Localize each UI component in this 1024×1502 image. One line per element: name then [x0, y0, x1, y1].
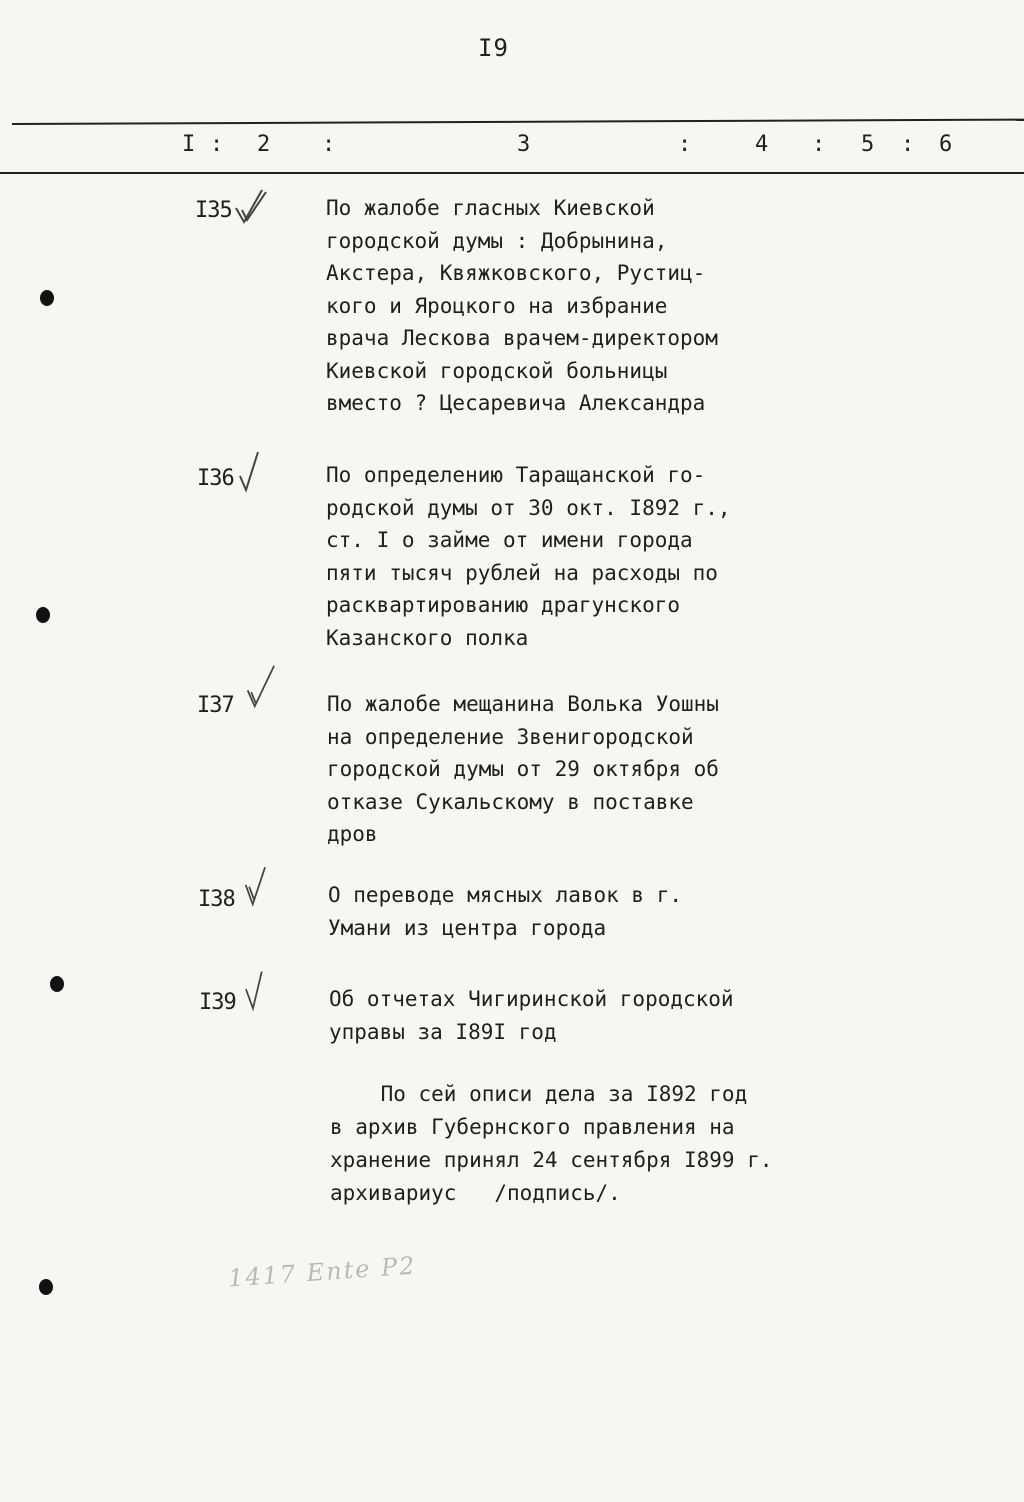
column-separator-1: :: [210, 132, 224, 157]
column-separator-4: :: [812, 132, 826, 157]
pencil-annotation: 1417 Ente P2: [227, 1251, 418, 1293]
column-header-1: I: [182, 132, 196, 157]
column-header-5: 5: [861, 132, 875, 157]
punch-hole-icon: [39, 1279, 53, 1295]
punch-hole-icon: [50, 976, 64, 992]
archive-acceptance-note: По сей описи дела за I892 год в архив Губернского правления на хранение принял 24 сентября I899 г. архивариус /подпись/.: [330, 1082, 773, 1205]
punch-hole-icon: [40, 290, 54, 306]
checkmark-icon: [232, 188, 272, 232]
checkmark-icon: [240, 664, 280, 708]
column-separator-5: :: [901, 132, 915, 157]
column-separator-3: :: [678, 132, 692, 157]
entry-number: I37: [197, 693, 234, 718]
page-number: I9: [478, 34, 509, 62]
entry-number: I38: [198, 887, 235, 912]
header-rule-top: [12, 119, 1024, 125]
checkmark-icon: [240, 968, 280, 1012]
entry-description: По жалобе мещанина Волька Уошны на определение Звенигородской городской думы от 29 октября об отказе Сукальскому в поставке дров: [327, 692, 719, 846]
entry-number: I39: [199, 990, 236, 1015]
entry-description: О переводе мясных лавок в г. Умани из центра города: [328, 883, 683, 940]
entry-number: I35: [195, 198, 232, 223]
column-header-2: 2: [257, 132, 271, 157]
checkmark-icon: [238, 862, 278, 906]
entry-number: I36: [197, 466, 234, 491]
column-separator-2: :: [322, 132, 336, 157]
column-header-4: 4: [755, 132, 769, 157]
entry-description: Об отчетах Чигиринской городской управы за I89I год: [329, 987, 734, 1044]
entry-description: По жалобе гласных Киевской городской думы : Добрынина, Акстера, Квяжковского, Рустиц- кого и Яроцкого на избрание врача Лескова врачем-директором Киевской городской больницы вместо ? Цесаревича Александра: [326, 196, 718, 415]
column-header-6: 6: [939, 132, 953, 157]
entry-description: По определению Таращанской го- родской думы от 30 окт. I892 г., ст. I о займе от имени города пяти тысяч рублей на расходы по расквартированию драгунского Казанского полка: [326, 463, 731, 650]
punch-hole-icon: [36, 607, 50, 623]
column-header-3: 3: [517, 132, 531, 157]
header-rule-bottom: [0, 172, 1024, 174]
checkmark-icon: [236, 452, 276, 496]
